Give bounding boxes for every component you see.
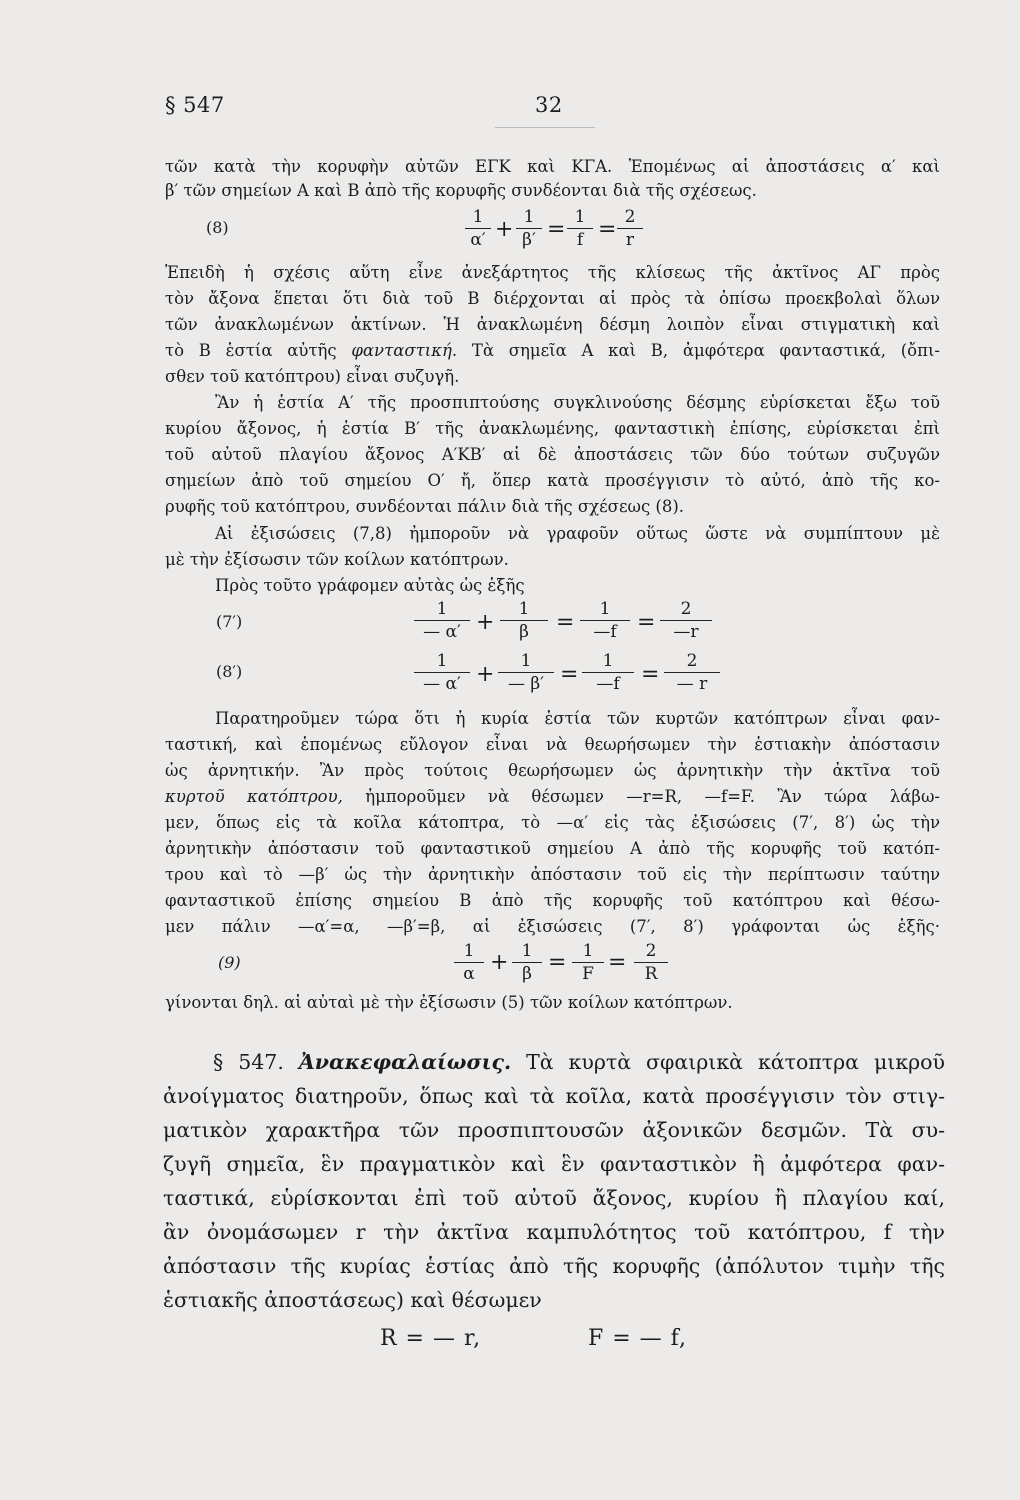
text-line: Παρατηροῦμεν τώρα ὅτι ἡ κυρία ἑστία τῶν κυρτῶν κατόπτρων εἶναι φαν- bbox=[215, 709, 940, 728]
text-line: Πρὸς τοῦτο γράφομεν αὐτὰς ὡς ἑξῆς bbox=[215, 576, 525, 595]
equation-label: (7′) bbox=[216, 612, 243, 631]
text-line: ζυγῆ σημεῖα, ἓν πραγματικὸν καὶ ἓν φανταστικὸν ἢ ἀμφότερα φαν- bbox=[163, 1152, 945, 1176]
text-line: μὲ τὴν ἐξίσωσιν τῶν κοίλων κατόπτρων. bbox=[165, 550, 509, 569]
text-line: ταστικά, εὑρίσκονται ἐπὶ τοῦ αὐτοῦ ἄξονος, κυρίου ἢ πλαγίου καί, bbox=[163, 1186, 945, 1210]
text-line: ἀνοίγματος διατηροῦν, ὅπως καὶ τὰ κοῖλα, κατὰ προσέγγισιν τὸν στιγ- bbox=[163, 1084, 945, 1108]
text-line: ρυφῆς τοῦ κατόπτρου, συνδέονται πάλιν διὰ τῆς σχέσεως (8). bbox=[165, 497, 685, 516]
text-line: ἀρνητικὴν ἀπόστασιν τοῦ φανταστικοῦ σημείου Α ἀπὸ τῆς κορυφῆς τοῦ κατόπ- bbox=[165, 839, 940, 858]
equals-sign: = bbox=[548, 950, 567, 975]
text-line: τῶν κατὰ τὴν κορυφὴν αὐτῶν ΕΓΚ καὶ ΚΓΑ. Ἐπομένως αἱ ἀποστάσεις α′ καὶ bbox=[165, 157, 940, 176]
fraction: $\frac{1}{\beta}$ bbox=[512, 940, 542, 985]
text-line: τῶν ἀνακλωμένων ἀκτίνων. Ἡ ἀνακλωμένη δέσμη λοιπὸν εἶναι στιγματικὴ καὶ bbox=[165, 315, 940, 334]
text-line: ματικὸν χαρακτῆρα τῶν προσπιπτουσῶν ἀξονικῶν δεσμῶν. Τὰ συ- bbox=[163, 1118, 945, 1142]
text-line: μεν, ὅπως εἰς τὰ κοῖλα κάτοπτρα, τὸ —α′ εἰς τὰς ἐξισώσεις (7′, 8′) ὡς τὴν bbox=[165, 813, 940, 832]
equals-sign: = bbox=[641, 662, 660, 687]
text-line: ἀπόστασιν τῆς κυρίας ἑστίας ἀπὸ τῆς κορυφῆς (ἀπόλυτον τιμὴν τῆς bbox=[163, 1254, 945, 1278]
plus-sign: + bbox=[495, 217, 514, 242]
text-line: τρου καὶ τὸ —β′ ὡς τὴν ἀρνητικὴν ἀπόστασιν τοῦ εἰς τὴν περίπτωσιν ταύτην bbox=[165, 865, 940, 884]
text-line: φανταστικοῦ ἐπίσης σημείου Β ἀπὸ τῆς κορυφῆς τοῦ κατόπτρου καὶ θέσω- bbox=[165, 891, 940, 910]
fraction: $\frac{1}{F}$ bbox=[572, 940, 604, 985]
fraction: $\frac{1}{\beta'}$ bbox=[516, 206, 542, 251]
page-number: 32 bbox=[535, 93, 563, 117]
fraction: $\frac{1}{—f}$ bbox=[582, 650, 634, 695]
text-line: ταστική, καὶ ἑπομένως εὔλογον εἶναι νὰ θεωρήσωμεν τὴν ἑστιακὴν ἀπόστασιν bbox=[165, 735, 940, 754]
fraction: $\frac{2}{R}$ bbox=[634, 940, 668, 985]
plus-sign: + bbox=[476, 662, 495, 687]
text-line: τοῦ αὐτοῦ πλαγίου ἄξονος Α′ΚΒ′ αἱ δὲ ἀποστάσεις τῶν δύο τούτων συζυγῶν bbox=[165, 445, 940, 464]
text-line: Ἐπειδὴ ἡ σχέσις αὕτη εἶνε ἀνεξάρτητος τῆς κλίσεως τῆς ἀκτῖνος ΑΓ πρὸς bbox=[165, 263, 940, 282]
text-line: γίνονται δηλ. αἱ αὐταὶ μὲ τὴν ἐξίσωσιν (5) τῶν κοίλων κατόπτρων. bbox=[165, 993, 733, 1012]
equation-label: (8) bbox=[206, 218, 229, 237]
fraction: $\frac{1}{— \alpha'}$ bbox=[414, 650, 470, 695]
header-rule bbox=[495, 127, 595, 128]
final-equation-r: R = — r, bbox=[380, 1326, 482, 1351]
section-heading-line: § 547. Ἀνακεφαλαίωσις. Τὰ κυρτὰ σφαιρικὰ κάτοπτρα μικροῦ bbox=[213, 1050, 945, 1074]
fraction: $\frac{1}{— \alpha'}$ bbox=[414, 598, 470, 643]
equals-sign: = bbox=[608, 950, 627, 975]
text-line: ἑστιακῆς ἀποστάσεως) καὶ θέσωμεν bbox=[163, 1288, 542, 1312]
fraction: $\frac{1}{— \beta'}$ bbox=[498, 650, 554, 695]
equation-label: (8′) bbox=[216, 662, 243, 681]
fraction: $\frac{1}{\beta}$ bbox=[500, 598, 548, 643]
plus-sign: + bbox=[476, 610, 495, 635]
text-line: Ἂν ἡ ἑστία Α′ τῆς προσπιπτούσης συγκλινούσης δέσμης εὑρίσκεται ἔξω τοῦ bbox=[215, 393, 940, 412]
fraction: $\frac{1}{\alpha'}$ bbox=[465, 206, 491, 251]
text-line: τὸ Β ἑστία αὐτῆς φανταστική. Τὰ σημεῖα Α καὶ Β, ἀμφότερα φανταστικά, (ὄπι- bbox=[165, 341, 940, 360]
fraction: $\frac{2}{r}$ bbox=[617, 206, 643, 251]
fraction: $\frac{1}{—f}$ bbox=[580, 598, 630, 643]
fraction: $\frac{2}{— r}$ bbox=[664, 650, 720, 695]
equals-sign: = bbox=[598, 217, 617, 242]
equals-sign: = bbox=[547, 217, 566, 242]
final-equation-f: F = — f, bbox=[588, 1326, 688, 1351]
equals-sign: = bbox=[560, 662, 579, 687]
equals-sign: = bbox=[637, 610, 656, 635]
text-line: ὡς ἀρνητικήν. Ἂν πρὸς τούτοις θεωρήσωμεν ὡς ἀρνητικὴν τὴν ἀκτῖνα τοῦ bbox=[165, 761, 940, 780]
fraction: $\frac{1}{f}$ bbox=[567, 206, 593, 251]
text-line: β′ τῶν σημείων Α καὶ Β ἀπὸ τῆς κορυφῆς συνδέονται διὰ τῆς σχέσεως. bbox=[165, 181, 757, 200]
fraction: $\frac{1}{\alpha}$ bbox=[454, 940, 484, 985]
text-line: σημείων ἀπὸ τοῦ σημείου Ο′ ἤ, ὅπερ κατὰ προσέγγισιν τὸ αὐτό, ἀπὸ τῆς κο- bbox=[165, 471, 940, 490]
fraction: $\frac{2}{—r}$ bbox=[660, 598, 712, 643]
equation-label: (9) bbox=[218, 953, 241, 972]
plus-sign: + bbox=[490, 950, 509, 975]
text-line: κυρτοῦ κατόπτρου, ἠμποροῦμεν νὰ θέσωμεν —r=R, —f=F. Ἂν τώρα λάβω- bbox=[165, 787, 940, 806]
text-line: κυρίου ἄξονος, ἡ ἑστία Β′ τῆς ἀνακλωμένης, φανταστικὴ ἐπίσης, εὑρίσκεται ἐπὶ bbox=[165, 419, 940, 438]
text-line: σθεν τοῦ κατόπτρου) εἶναι συζυγῆ. bbox=[165, 367, 460, 386]
text-line: μεν πάλιν —α′=α, —β′=β, αἱ ἐξισώσεις (7′, 8′) γράφονται ὡς ἑξῆς· bbox=[165, 917, 940, 936]
text-line: τὸν ἄξονα ἕπεται ὅτι διὰ τοῦ Β διέρχονται αἱ πρὸς τὰ ὀπίσω προεκβολαὶ ὅλων bbox=[165, 289, 940, 308]
running-head-section: § 547 bbox=[165, 93, 225, 117]
text-line: Αἱ ἐξισώσεις (7,8) ἠμποροῦν νὰ γραφοῦν οὕτως ὥστε νὰ συμπίπτουν μὲ bbox=[215, 524, 940, 543]
equals-sign: = bbox=[556, 610, 575, 635]
text-line: ἂν ὀνομάσωμεν r τὴν ἀκτῖνα καμπυλότητος τοῦ κατόπτρου, f τὴν bbox=[163, 1220, 945, 1244]
section-title: Ἀνακεφαλαίωσις. bbox=[298, 1050, 512, 1074]
